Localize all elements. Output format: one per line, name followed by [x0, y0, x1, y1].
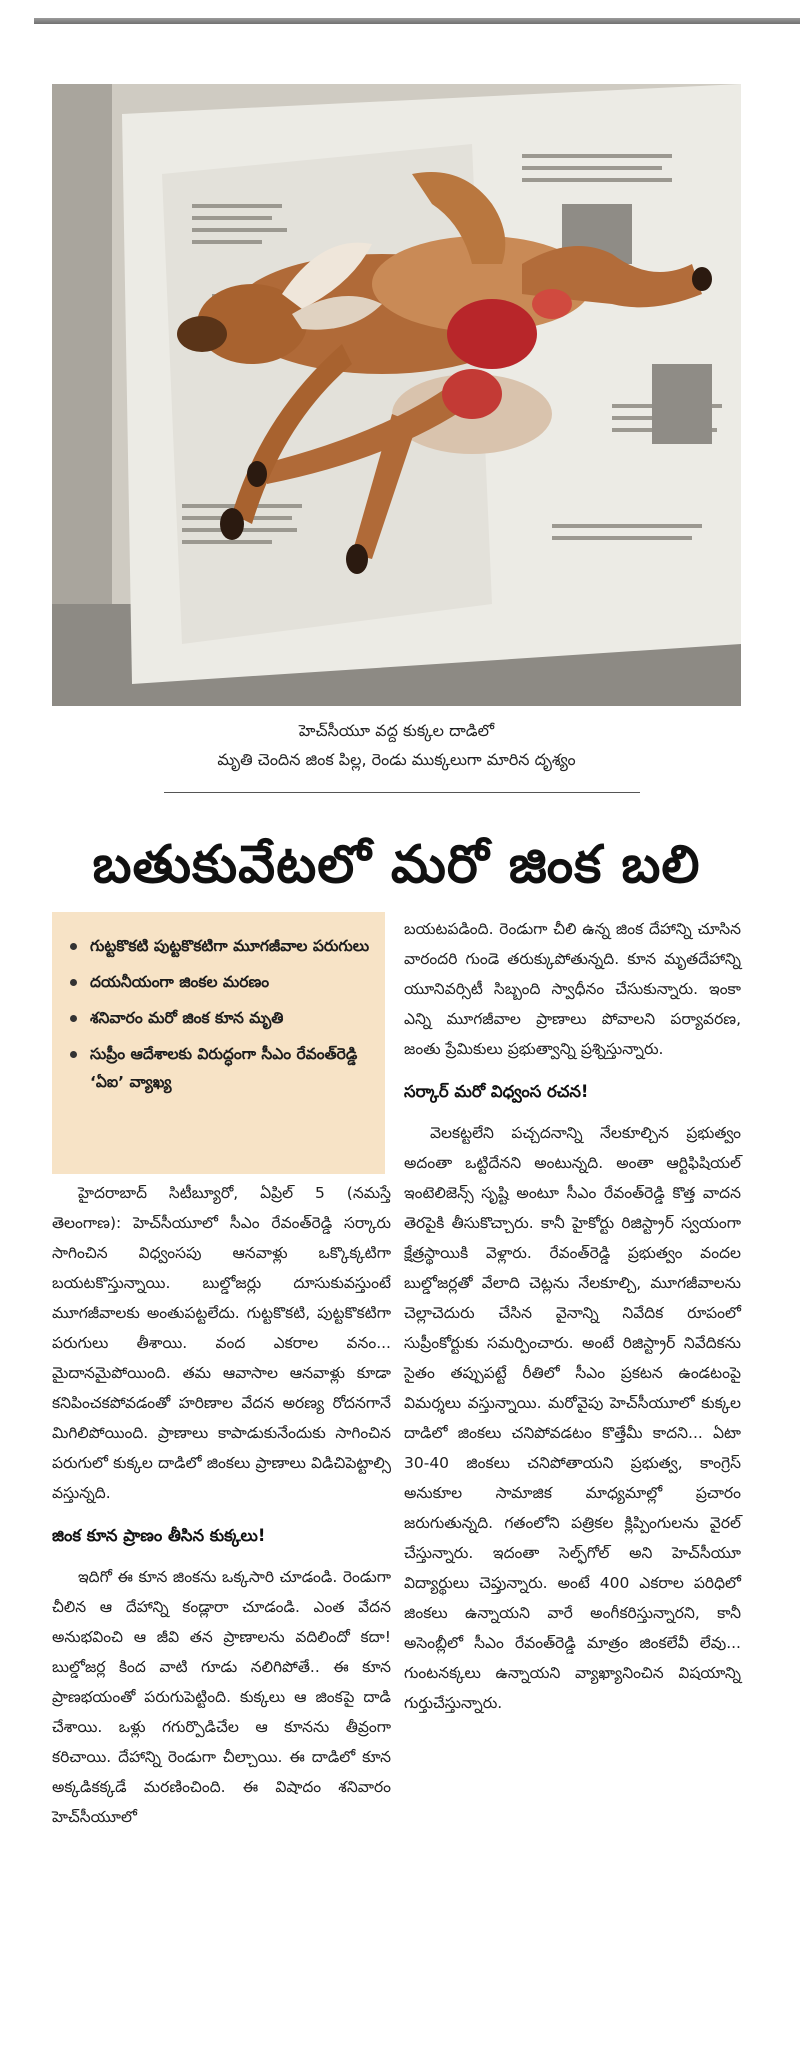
subheading: జింక కూన ప్రాణం తీసిన కుక్కలు! [52, 1526, 266, 1545]
photo-caption [52, 716, 741, 774]
highlights-box [52, 912, 385, 1174]
article-left-column [52, 1178, 391, 1842]
bullet-icon [70, 943, 77, 950]
caption-rule [164, 792, 640, 793]
subheading: సర్కార్ మరో విధ్వంస రచన! [404, 1082, 589, 1101]
top-rule [34, 18, 800, 24]
caption-line-2: మృతి చెందిన జింక పిల్ల, రెండు ముక్కలుగా మారిన దృశ్యం [217, 750, 576, 769]
highlight-item [64, 932, 371, 960]
article-paragraph: బయటపడింది. రెండుగా చీలి ఉన్న జింక దేహాన్ని చూసిన వారందరి గుండె తరుక్కుపోతున్నది. కూన మృతదేహాన్ని యూనివర్సిటీ సిబ్బంది స్వాధీనం చేసుకున్నారు. ఇంకా ఎన్ని మూగజీవాల ప్రాణాలు పోవాలని పర్యావరణ, జంతు ప్రేమికులు ప్రభుత్వాన్ని ప్రశ్నిస్తున్నారు. [404, 920, 741, 1058]
deer-photo [52, 84, 741, 706]
article-paragraph: హైదరాబాద్ సిటీబ్యూరో, ఏప్రిల్ 5 (నమస్తే తెలంగాణ): హెచ్‌సీయూలో సీఎం రేవంత్‌రెడ్డి సర్కారు సాగించిన విధ్వంసపు ఆనవాళ్లు ఒక్కొక్కటిగా బయటకొస్తున్నాయి. బుల్డోజర్లు దూసుకువస్తుంటే మూగజీవాలకు అంతుపట్టలేదు. గుట్టకొకటి, పుట్టకొకటిగా పరుగులు తీశాయి. వంద ఎకరాల వనం... మైదానమైపోయింది. తమ ఆవాసాల ఆనవాళ్లు కూడా కనిపించకపోవడంతో హరిణాల వేదన అరణ్య రోదనగానే మిగిలిపోయింది. ప్రాణాలు కాపాడుకునేందుకు సాగించిన పరుగులో కుక్కల దాడిలో జింకలు ప్రాణాలు విడిచిపెట్టాల్సి వస్తున్నది. [52, 1184, 391, 1502]
article-paragraph: వెలకట్టలేని పచ్చదనాన్ని నేలకూల్చిన ప్రభుత్వం అదంతా ఒట్టిదేనని అంటున్నది. అంతా ఆర్టిఫిషియల్ ఇంటెలిజెన్స్ సృష్టి అంటూ సీఎం రేవంత్‌రెడ్డి కొత్త వాదన తెరపైకి తీసుకొచ్చారు. కానీ హైకోర్టు రిజిస్ట్రార్ స్వయంగా క్షేత్రస్థాయికి వెళ్లారు. రేవంత్‌రెడ్డి ప్రభుత్వం వందల బుల్డోజర్లతో వేలాది చెట్లను నేలకూల్చి, మూగజీవాలను చెల్లాచెదురు చేసిన వైనాన్ని నివేదిక రూపంలో సుప్రీంకోర్టుకు సమర్పించారు. అంటే రిజిస్ట్రార్ నివేదికను సైతం తప్పుపట్టే రీతిలో సీఎం ప్రకటన ఉండటంపై విమర్శలు వస్తున్నాయి. మరోవైపు హెచ్‌సీయూలో కుక్కల దాడిలో జింకలు చనిపోవడటం కొత్తేమీ కాదని... ఏటా 30-40 జింకలు చనిపోతాయని ప్రభుత్వ, కాంగ్రెస్ అనుకూల సామాజిక మాధ్యమాల్లో ప్రచారం జరుగుతున్నది. గతంలోని పత్రికల క్లిప్పింగులను వైరల్ చేస్తున్నారు. ఇదంతా సెల్ఫ్‌గోల్ అని హెచ్‌సీయూ విద్యార్థులు చెప్తున్నారు. అంటే 400 ఎకరాల పరిధిలో జింకలు ఉన్నాయని వారే అంగీకరిస్తున్నారని, కానీ అసెంబ్లీలో సీఎం రేవంత్‌రెడ్డి మాత్రం జింకలేవీ లేవు... గుంటనక్కలు ఉన్నాయని వ్యాఖ్యానించిన విషయాన్ని గుర్తుచేస్తున్నారు. [404, 1124, 741, 1712]
highlights-list [64, 932, 371, 1096]
highlight-item [64, 968, 371, 996]
highlight-item [64, 1040, 371, 1096]
caption-line-1: హెచ్‌సీయూ వద్ద కుక్కల దాడిలో [298, 721, 495, 740]
headline: బతుకువేటలో మరో జింక బలి [92, 835, 701, 895]
bullet-icon [70, 979, 77, 986]
highlight-text: గుట్టకొకటి పుట్టకొకటిగా మూగజీవాల పరుగులు [90, 937, 370, 955]
highlight-text: సుప్రీం ఆదేశాలకు విరుద్ధంగా సీఎం రేవంత్‌రెడ్డి ‘ఏఐ’ వ్యాఖ్య [90, 1045, 358, 1091]
highlight-text: శనివారం మరో జింక కూన మృతి [90, 1009, 284, 1027]
bullet-icon [70, 1051, 77, 1058]
highlight-item [64, 1004, 371, 1032]
article-paragraph: ఇదిగో ఈ కూన జింకను ఒక్కసారి చూడండి. రెండుగా చీలిన ఆ దేహాన్ని కండ్లారా చూడండి. ఎంత వేదన అనుభవించి ఆ జీవి తన ప్రాణాలను వదిలిందో కదా! బుల్డోజర్ల కింద వాటి గూడు నలిగిపోతే.. ఈ కూన ప్రాణభయంతో పరుగుపెట్టింది. కుక్కలు ఆ జింకపై దాడి చేశాయి. ఒళ్లు గగుర్పొడిచేల ఆ కూనను తీవ్రంగా కరిచాయి. దేహాన్ని రెండుగా చీల్చాయి. ఈ దాడిలో కూన అక్కడికక్కడే మరణించింది. ఈ విషాదం శనివారం హెచ్‌సీయూలో [52, 1568, 391, 1826]
deer-photo-icon [52, 84, 741, 706]
highlight-text: దయనీయంగా జింకల మరణం [90, 973, 270, 991]
bullet-icon [70, 1015, 77, 1022]
article-right-column [404, 914, 741, 1728]
